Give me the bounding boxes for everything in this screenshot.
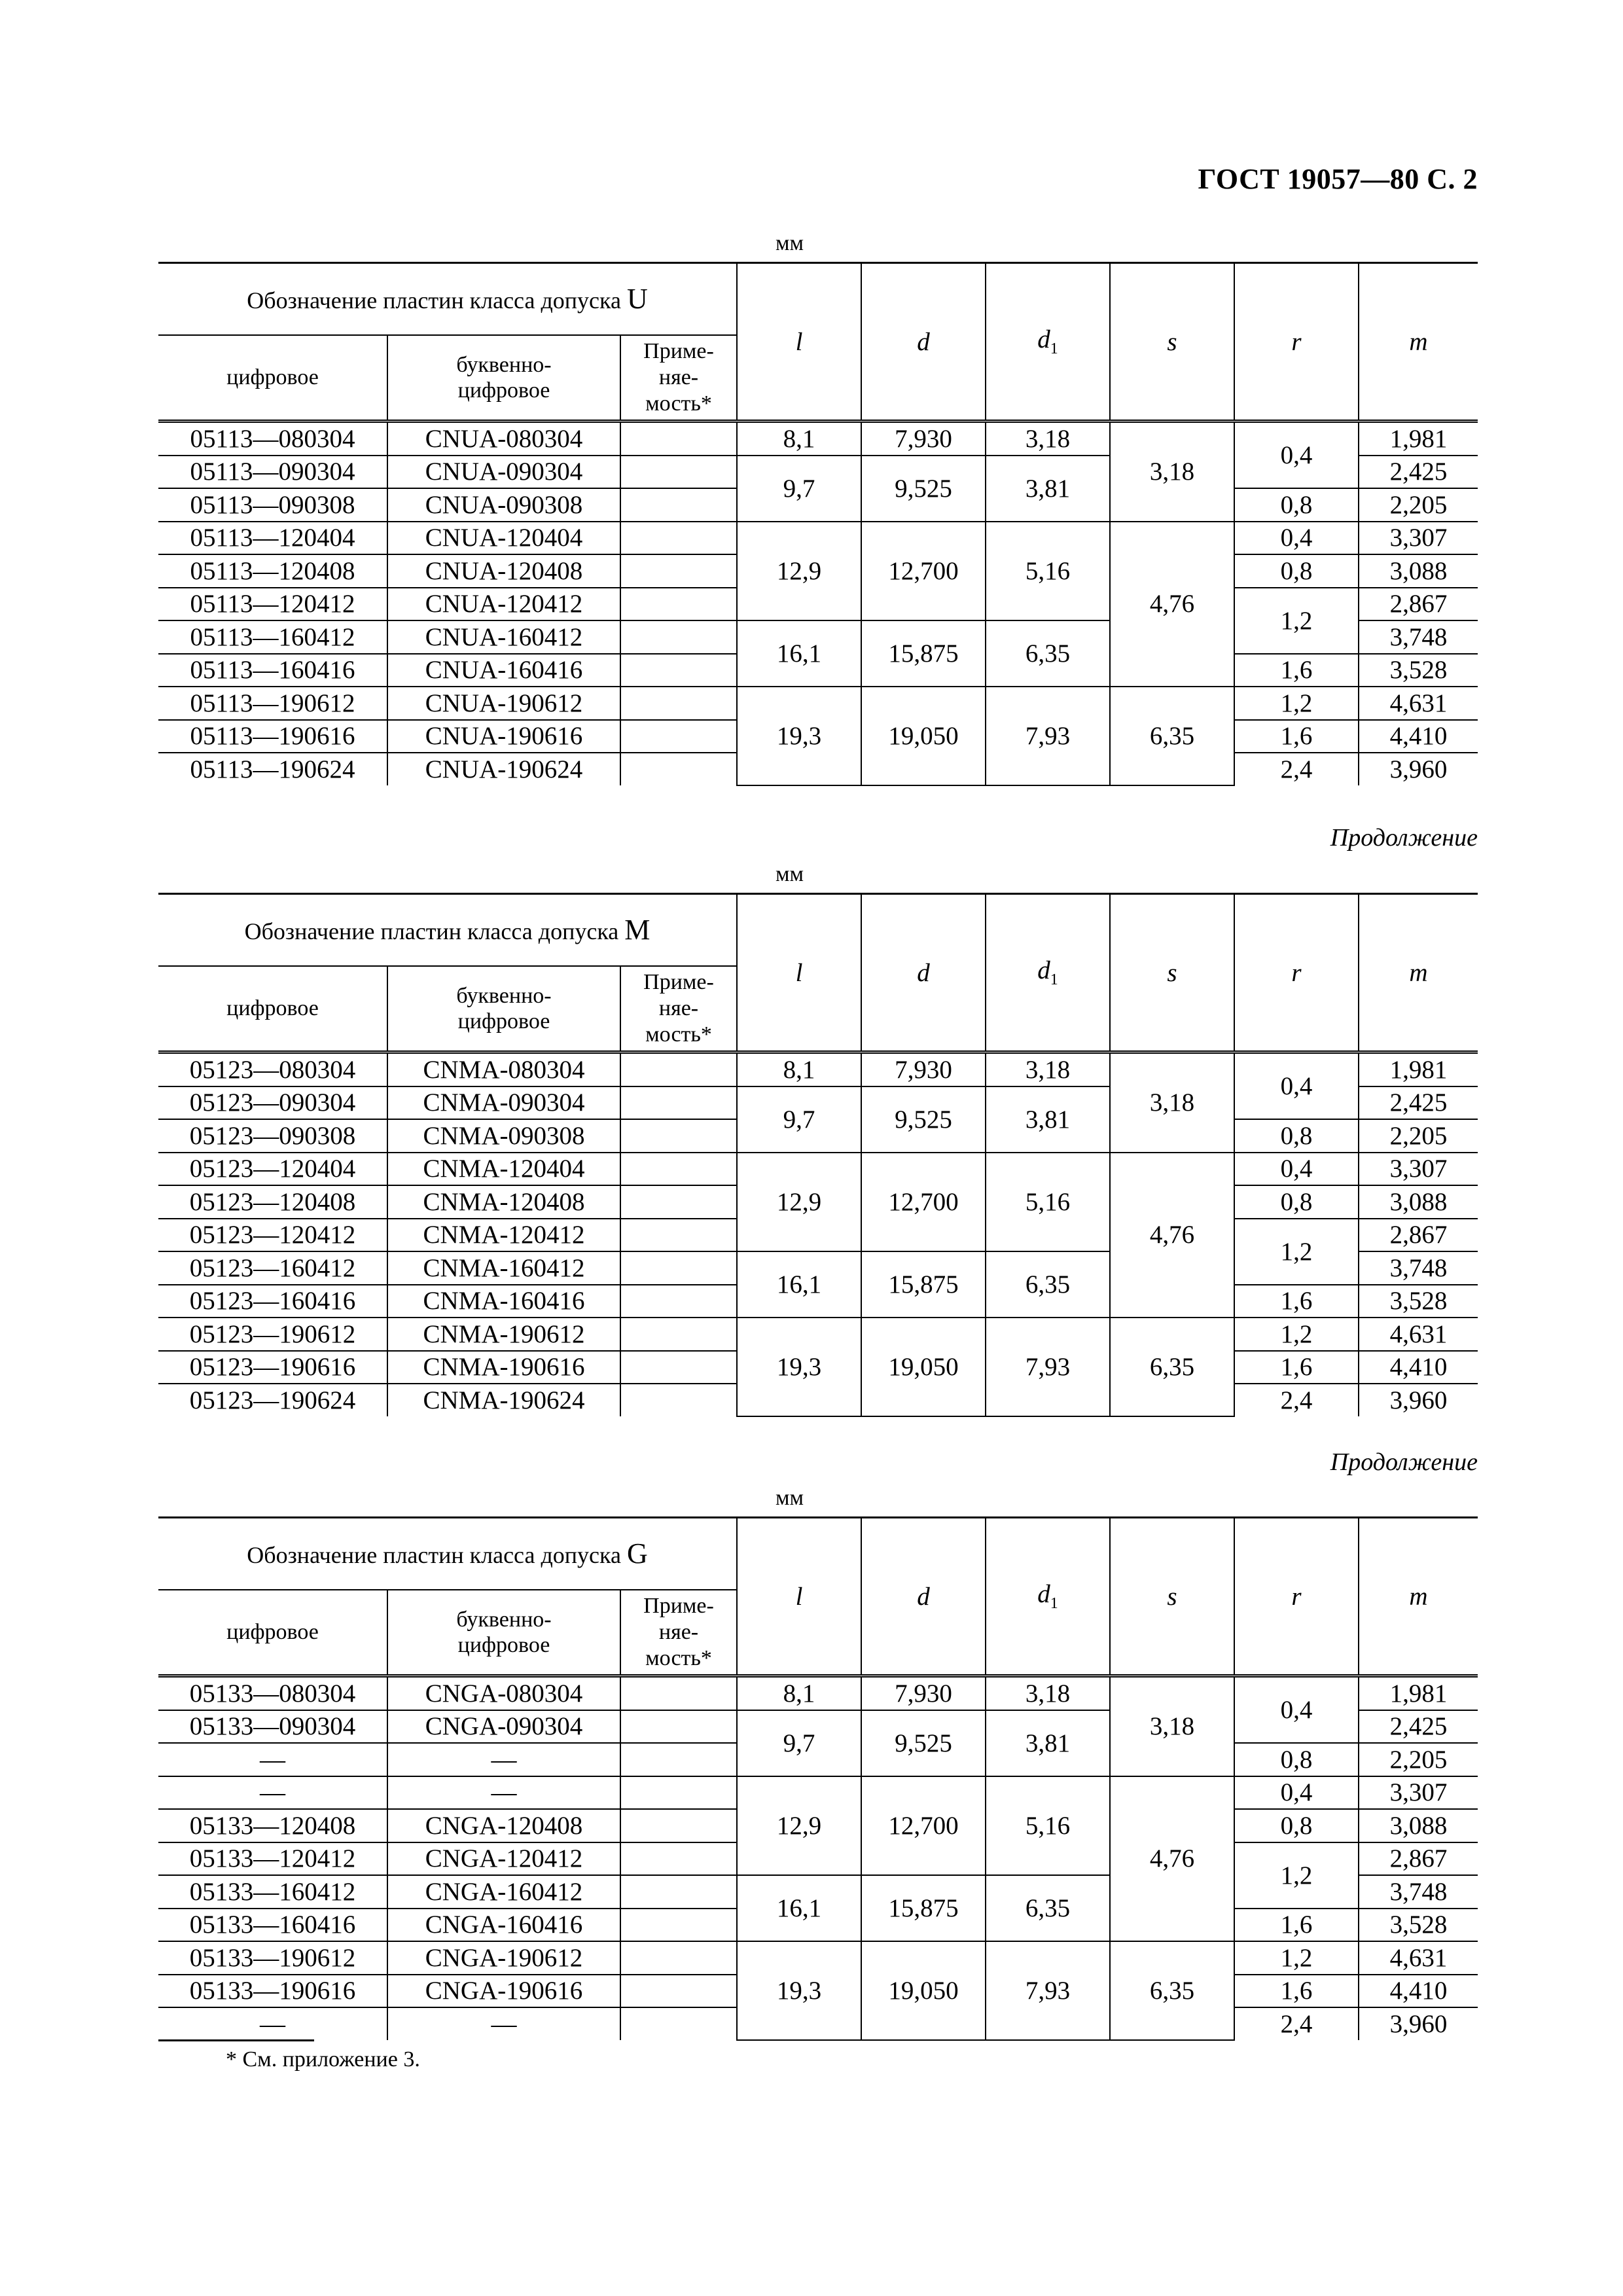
cell-d1: 3,18 [986,1676,1110,1710]
column-header-m: m [1359,263,1478,422]
cell-alpha: CNUA-090304 [387,456,620,489]
cell-alpha: CNMA-120412 [387,1219,620,1252]
cell-alpha: CNMA-090304 [387,1086,620,1120]
cell-m: 3,748 [1359,1251,1478,1285]
header-row [158,263,1478,336]
cell-d1: 7,93 [986,687,1110,785]
caption-cell [158,1518,737,1590]
cell-r: 1,2 [1234,1941,1359,1975]
cell-applicability [620,1384,737,1416]
cell-digital: 05123—160412 [158,1251,387,1285]
cell-m: 4,631 [1359,687,1478,720]
cell-d1: 7,93 [986,1318,1110,1416]
cell-alpha: CNGA-080304 [387,1676,620,1710]
cell-m: 4,410 [1359,720,1478,753]
cell-d: 15,875 [861,620,986,687]
cell-digital: 05113—190624 [158,753,387,785]
cell-l: 19,3 [737,1941,861,2040]
cell-m: 4,410 [1359,1975,1478,2008]
cell-l: 9,7 [737,456,861,522]
footnote-rule [158,2039,314,2041]
cell-s: 3,18 [1110,1052,1234,1153]
cell-m: 2,867 [1359,1219,1478,1252]
cell-digital: 05133—160412 [158,1875,387,1909]
data-table [158,262,1478,786]
cell-r: 1,2 [1234,1842,1359,1909]
continuation-label-1: Продолжение [1330,824,1478,852]
cell-r: 0,8 [1234,554,1359,588]
cell-r: 1,6 [1234,654,1359,687]
cell-digital: 05123—160416 [158,1285,387,1318]
cell-applicability [620,654,737,687]
column-header-l: l [737,894,861,1052]
cell-l: 12,9 [737,1153,861,1252]
cell-digital: 05133—080304 [158,1676,387,1710]
cell-applicability [620,1086,737,1120]
cell-d: 9,525 [861,456,986,522]
column-header-r: r [1234,1518,1359,1676]
cell-digital: 05113—190616 [158,720,387,753]
cell-applicability [620,1710,737,1744]
cell-m: 2,425 [1359,1086,1478,1120]
cell-r: 1,2 [1234,1219,1359,1285]
column-header-d: d [861,1518,986,1676]
cell-r: 1,6 [1234,1909,1359,1942]
column-header-applicability: Приме- няе- мость* [620,1590,737,1676]
cell-alpha: CNGA-090304 [387,1710,620,1744]
cell-d: 19,050 [861,1318,986,1416]
table-row [158,522,1478,555]
subscript: 1 [1050,1594,1058,1612]
cell-digital: 05123—190616 [158,1351,387,1384]
cell-applicability [620,456,737,489]
cell-alpha: CNGA-160412 [387,1875,620,1909]
cell-d: 19,050 [861,687,986,785]
cell-d: 19,050 [861,1941,986,2040]
cell-l: 19,3 [737,1318,861,1416]
cell-r: 1,2 [1234,588,1359,654]
cell-applicability [620,422,737,456]
cell-alpha: — [387,1776,620,1810]
cell-digital: 05113—090308 [158,488,387,522]
cell-applicability [620,1318,737,1351]
cell-l: 12,9 [737,522,861,621]
cell-s: 6,35 [1110,1318,1234,1416]
column-header-s: s [1110,894,1234,1052]
cell-r: 1,2 [1234,687,1359,720]
column-header-d: d [861,263,986,422]
tolerance-class: U [626,283,648,315]
cell-l: 16,1 [737,1251,861,1318]
tolerance-class: G [626,1537,648,1570]
table-row [158,1318,1478,1351]
cell-applicability [620,2007,737,2040]
cell-applicability [620,753,737,785]
cell-digital: 05133—090304 [158,1710,387,1744]
cell-d1: 5,16 [986,522,1110,621]
column-header-d: d [861,894,986,1052]
cell-digital: — [158,1743,387,1776]
cell-m: 4,631 [1359,1941,1478,1975]
cell-d: 9,525 [861,1086,986,1153]
cell-digital: 05123—190624 [158,1384,387,1416]
cell-applicability [620,1285,737,1318]
cell-alpha: CNMA-160412 [387,1251,620,1285]
cell-applicability [620,1052,737,1086]
cell-s: 6,35 [1110,687,1234,785]
cell-m: 2,205 [1359,1119,1478,1153]
cell-m: 4,410 [1359,1351,1478,1384]
cell-d: 7,930 [861,1052,986,1086]
cell-r: 0,8 [1234,1119,1359,1153]
cell-m: 2,205 [1359,1743,1478,1776]
cell-alpha: — [387,2007,620,2040]
cell-r: 1,6 [1234,720,1359,753]
cell-alpha: CNGA-160416 [387,1909,620,1942]
cell-digital: 05123—120408 [158,1185,387,1219]
column-header-s: s [1110,263,1234,422]
unit-label-1: мм [776,231,804,255]
cell-digital: 05123—120404 [158,1153,387,1186]
cell-r: 0,4 [1234,422,1359,489]
cell-r: 0,4 [1234,1052,1359,1120]
cell-r: 0,4 [1234,1153,1359,1186]
column-header-digital: цифровое [158,1590,387,1676]
cell-r: 0,8 [1234,1809,1359,1842]
column-header-digital: цифровое [158,335,387,422]
column-header-applicability: Приме- няе- мость* [620,966,737,1052]
cell-digital: 05113—120412 [158,588,387,621]
column-header-alpha: буквенно- цифровое [387,335,620,422]
caption-text: Обозначение пластин класса допуска [247,1542,627,1568]
cell-alpha: CNGA-190616 [387,1975,620,2008]
cell-d: 7,930 [861,422,986,456]
cell-m: 3,307 [1359,1776,1478,1810]
table-row [158,1676,1478,1710]
cell-alpha: CNUA-090308 [387,488,620,522]
cell-digital: 05123—190612 [158,1318,387,1351]
cell-alpha: CNUA-120412 [387,588,620,621]
continuation-label-2: Продолжение [1330,1448,1478,1476]
cell-alpha: CNUA-190616 [387,720,620,753]
column-header-d1: $d_1$ [986,894,1110,1052]
caption-text: Обозначение пластин класса допуска [244,918,625,944]
cell-l: 16,1 [737,620,861,687]
cell-applicability [620,1842,737,1876]
cell-d: 12,700 [861,1153,986,1252]
cell-alpha: CNGA-190612 [387,1941,620,1975]
column-header-r: r [1234,263,1359,422]
cell-d1: 6,35 [986,1251,1110,1318]
cell-m: 2,205 [1359,488,1478,522]
cell-alpha: CNUA-190612 [387,687,620,720]
cell-m: 2,867 [1359,588,1478,621]
cell-r: 1,2 [1234,1318,1359,1351]
data-table [158,893,1478,1417]
cell-alpha: CNMA-190616 [387,1351,620,1384]
cell-d: 12,700 [861,1776,986,1876]
cell-digital: 05113—190612 [158,687,387,720]
column-header-r: r [1234,894,1359,1052]
cell-m: 3,307 [1359,522,1478,555]
cell-d1: 3,81 [986,456,1110,522]
cell-m: 3,748 [1359,1875,1478,1909]
cell-digital: 05133—120412 [158,1842,387,1876]
tolerance-class: M [624,914,651,946]
cell-alpha: CNUA-190624 [387,753,620,785]
cell-l: 19,3 [737,687,861,785]
cell-r: 0,4 [1234,1776,1359,1810]
table-row [158,1153,1478,1186]
cell-r: 2,4 [1234,753,1359,785]
unit-label-3: мм [776,1486,804,1510]
cell-s: 3,18 [1110,422,1234,522]
cell-alpha: CNUA-080304 [387,422,620,456]
cell-digital: 05133—190612 [158,1941,387,1975]
cell-m: 3,088 [1359,1809,1478,1842]
cell-m: 3,528 [1359,1285,1478,1318]
cell-applicability [620,488,737,522]
cell-l: 9,7 [737,1086,861,1153]
column-header-s: s [1110,1518,1234,1676]
cell-applicability [620,1153,737,1186]
cell-m: 2,867 [1359,1842,1478,1876]
cell-d1: 3,18 [986,422,1110,456]
cell-l: 9,7 [737,1710,861,1776]
subscript: 1 [1050,340,1058,357]
cell-digital: 05113—080304 [158,422,387,456]
cell-d: 7,930 [861,1676,986,1710]
cell-m: 3,307 [1359,1153,1478,1186]
cell-m: 2,425 [1359,456,1478,489]
cell-alpha: CNUA-160416 [387,654,620,687]
cell-applicability [620,1219,737,1252]
cell-alpha: — [387,1743,620,1776]
cell-applicability [620,588,737,621]
cell-m: 3,960 [1359,2007,1478,2040]
cell-r: 0,8 [1234,1185,1359,1219]
footnote: * См. приложение 3. [226,2047,420,2072]
cell-r: 1,6 [1234,1975,1359,2008]
cell-alpha: CNUA-120404 [387,522,620,555]
cell-l: 8,1 [737,1052,861,1086]
cell-applicability [620,1975,737,2008]
cell-digital: 05123—090308 [158,1119,387,1153]
cell-digital: 05123—090304 [158,1086,387,1120]
cell-digital: 05133—120408 [158,1809,387,1842]
caption-text: Обозначение пластин класса допуска [247,287,627,314]
cell-applicability [620,522,737,555]
cell-r: 1,6 [1234,1285,1359,1318]
cell-alpha: CNMA-120404 [387,1153,620,1186]
cell-d1: 3,81 [986,1086,1110,1153]
cell-alpha: CNUA-160412 [387,620,620,654]
cell-applicability [620,687,737,720]
cell-d: 15,875 [861,1251,986,1318]
cell-digital: 05113—120408 [158,554,387,588]
column-header-alpha: буквенно- цифровое [387,1590,620,1676]
cell-l: 16,1 [737,1875,861,1941]
cell-digital: 05113—120404 [158,522,387,555]
table-row [158,687,1478,720]
cell-m: 3,528 [1359,1909,1478,1942]
cell-applicability [620,1875,737,1909]
cell-s: 4,76 [1110,1776,1234,1942]
cell-digital: 05123—120412 [158,1219,387,1252]
cell-d1: 3,18 [986,1052,1110,1086]
cell-alpha: CNMA-080304 [387,1052,620,1086]
column-header-l: l [737,263,861,422]
cell-applicability [620,554,737,588]
cell-m: 3,960 [1359,753,1478,785]
unit-label-2: мм [776,862,804,886]
cell-m: 4,631 [1359,1318,1478,1351]
cell-d1: 7,93 [986,1941,1110,2040]
cell-d: 15,875 [861,1875,986,1941]
cell-m: 3,960 [1359,1384,1478,1416]
data-table [158,1516,1478,2041]
cell-m: 3,528 [1359,654,1478,687]
cell-s: 6,35 [1110,1941,1234,2040]
column-header-alpha: буквенно- цифровое [387,966,620,1052]
cell-m: 3,088 [1359,554,1478,588]
cell-d: 12,700 [861,522,986,621]
cell-alpha: CNGA-120408 [387,1809,620,1842]
cell-d1: 3,81 [986,1710,1110,1776]
cell-m: 1,981 [1359,422,1478,456]
cell-s: 4,76 [1110,522,1234,687]
page-header: ГОСТ 19057—80 С. 2 [1198,163,1478,195]
cell-d: 9,525 [861,1710,986,1776]
column-header-l: l [737,1518,861,1676]
cell-s: 4,76 [1110,1153,1234,1318]
cell-applicability [620,620,737,654]
column-header-digital: цифровое [158,966,387,1052]
cell-r: 2,4 [1234,1384,1359,1416]
subscript: 1 [1050,971,1058,988]
cell-d1: 6,35 [986,1875,1110,1941]
cell-applicability [620,1941,737,1975]
cell-digital: 05113—160416 [158,654,387,687]
cell-l: 8,1 [737,1676,861,1710]
cell-applicability [620,1743,737,1776]
cell-r: 2,4 [1234,2007,1359,2040]
cell-applicability [620,1809,737,1842]
table-row [158,1776,1478,1810]
cell-s: 3,18 [1110,1676,1234,1776]
table-row [158,1941,1478,1975]
column-header-d1: $d_1$ [986,1518,1110,1676]
cell-applicability [620,1909,737,1942]
cell-applicability [620,720,737,753]
caption-cell [158,263,737,336]
cell-alpha: CNMA-190624 [387,1384,620,1416]
cell-m: 3,748 [1359,620,1478,654]
table-row [158,1052,1478,1086]
cell-r: 0,4 [1234,522,1359,555]
cell-applicability [620,1251,737,1285]
cell-m: 3,088 [1359,1185,1478,1219]
cell-alpha: CNMA-160416 [387,1285,620,1318]
cell-digital: 05123—080304 [158,1052,387,1086]
cell-d1: 6,35 [986,620,1110,687]
cell-alpha: CNMA-090308 [387,1119,620,1153]
cell-digital: 05133—160416 [158,1909,387,1942]
cell-digital: 05113—160412 [158,620,387,654]
cell-applicability [620,1185,737,1219]
cell-alpha: CNMA-190612 [387,1318,620,1351]
cell-m: 1,981 [1359,1052,1478,1086]
column-header-d1: $d_1$ [986,263,1110,422]
cell-alpha: CNMA-120408 [387,1185,620,1219]
column-header-applicability: Приме- няе- мость* [620,335,737,422]
cell-applicability [620,1119,737,1153]
cell-applicability [620,1351,737,1384]
cell-d1: 5,16 [986,1153,1110,1252]
cell-digital: 05113—090304 [158,456,387,489]
cell-digital: — [158,1776,387,1810]
cell-r: 1,6 [1234,1351,1359,1384]
cell-r: 0,8 [1234,488,1359,522]
header-row [158,1518,1478,1590]
cell-r: 0,8 [1234,1743,1359,1776]
cell-l: 8,1 [737,422,861,456]
cell-l: 12,9 [737,1776,861,1876]
column-header-m: m [1359,1518,1478,1676]
header-row [158,894,1478,967]
column-header-m: m [1359,894,1478,1052]
cell-applicability [620,1776,737,1810]
cell-digital: 05133—190616 [158,1975,387,2008]
cell-alpha: CNGA-120412 [387,1842,620,1876]
caption-cell [158,894,737,967]
cell-alpha: CNUA-120408 [387,554,620,588]
cell-m: 1,981 [1359,1676,1478,1710]
cell-digital: — [158,2007,387,2040]
cell-d1: 5,16 [986,1776,1110,1876]
table-row [158,422,1478,456]
cell-applicability [620,1676,737,1710]
cell-m: 2,425 [1359,1710,1478,1744]
cell-r: 0,4 [1234,1676,1359,1744]
